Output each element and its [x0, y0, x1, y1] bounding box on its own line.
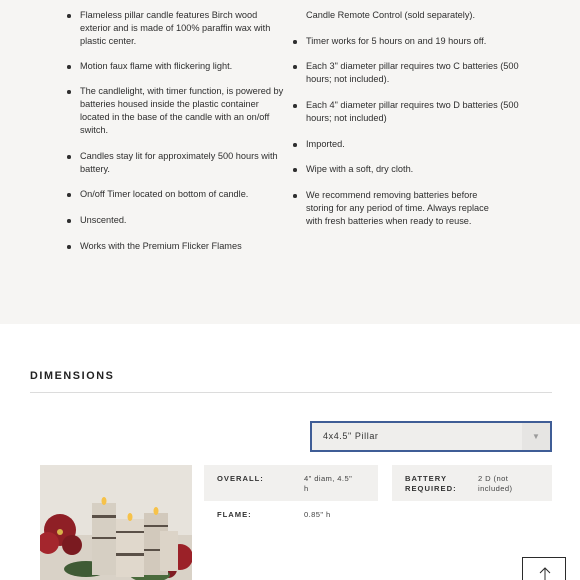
feature-item: Flameless pillar candle features Birch wood exterior and is made of 100% paraffin wax with plastic center. [66, 9, 288, 48]
feature-item: Each 4" diameter pillar requires two D batteries (500 hours; not included) [292, 99, 526, 125]
spec-overall-label: OVERALL: [217, 474, 264, 483]
feature-item: Candles stay lit for approximately 500 hours with battery. [66, 150, 288, 176]
spec-overall [204, 465, 378, 501]
size-select-value: 4x4.5" Pillar [323, 431, 379, 441]
spec-battery-label: BATTERY [405, 474, 448, 483]
feature-item: Motion faux flame with flickering light. [66, 60, 288, 73]
feature-continuation: Candle Remote Control (sold separately). [306, 10, 476, 20]
spec-overall-value: 4" diam, 4.5" [304, 474, 353, 483]
feature-item: Imported. [292, 138, 526, 151]
feature-item: The candlelight, with timer function, is powered by batteries housed inside the plastic container located in the base of the candle with an on/off switch. [66, 85, 288, 137]
product-photo [40, 465, 192, 580]
divider [30, 392, 552, 393]
feature-item: Works with the Premium Flicker Flames [66, 240, 288, 253]
spec-flame-value: 0.85" h [304, 510, 331, 519]
spec-battery-value-cont: included) [478, 483, 513, 493]
spec-overall-value-cont: h [304, 483, 309, 493]
spec-battery-label-cont: REQUIRED: [405, 483, 457, 493]
feature-item: Wipe with a soft, dry cloth. [292, 163, 526, 176]
feature-item: We recommend removing batteries before storing for any period of time. Always replace with fresh batteries when ready to reuse. [292, 189, 502, 228]
feature-item: Timer works for 5 hours on and 19 hours off. [292, 35, 526, 48]
size-select[interactable] [310, 421, 552, 452]
chevron-down-icon[interactable]: ▼ [522, 423, 550, 450]
spec-flame [204, 501, 378, 529]
arrow-up-icon [523, 558, 567, 580]
dimensions-heading: DIMENSIONS [30, 370, 115, 382]
scroll-to-top-button[interactable] [522, 557, 566, 580]
feature-item: Each 3" diameter pillar requires two C batteries (500 hours; not included). [292, 60, 526, 86]
spec-battery-value: 2 D (not [478, 474, 509, 483]
spec-battery [392, 465, 552, 501]
spec-flame-label: FLAME: [217, 510, 252, 519]
candles-photo-illustration [40, 465, 192, 580]
feature-item: On/off Timer located on bottom of candle. [66, 188, 288, 201]
feature-item: Unscented. [66, 214, 288, 227]
